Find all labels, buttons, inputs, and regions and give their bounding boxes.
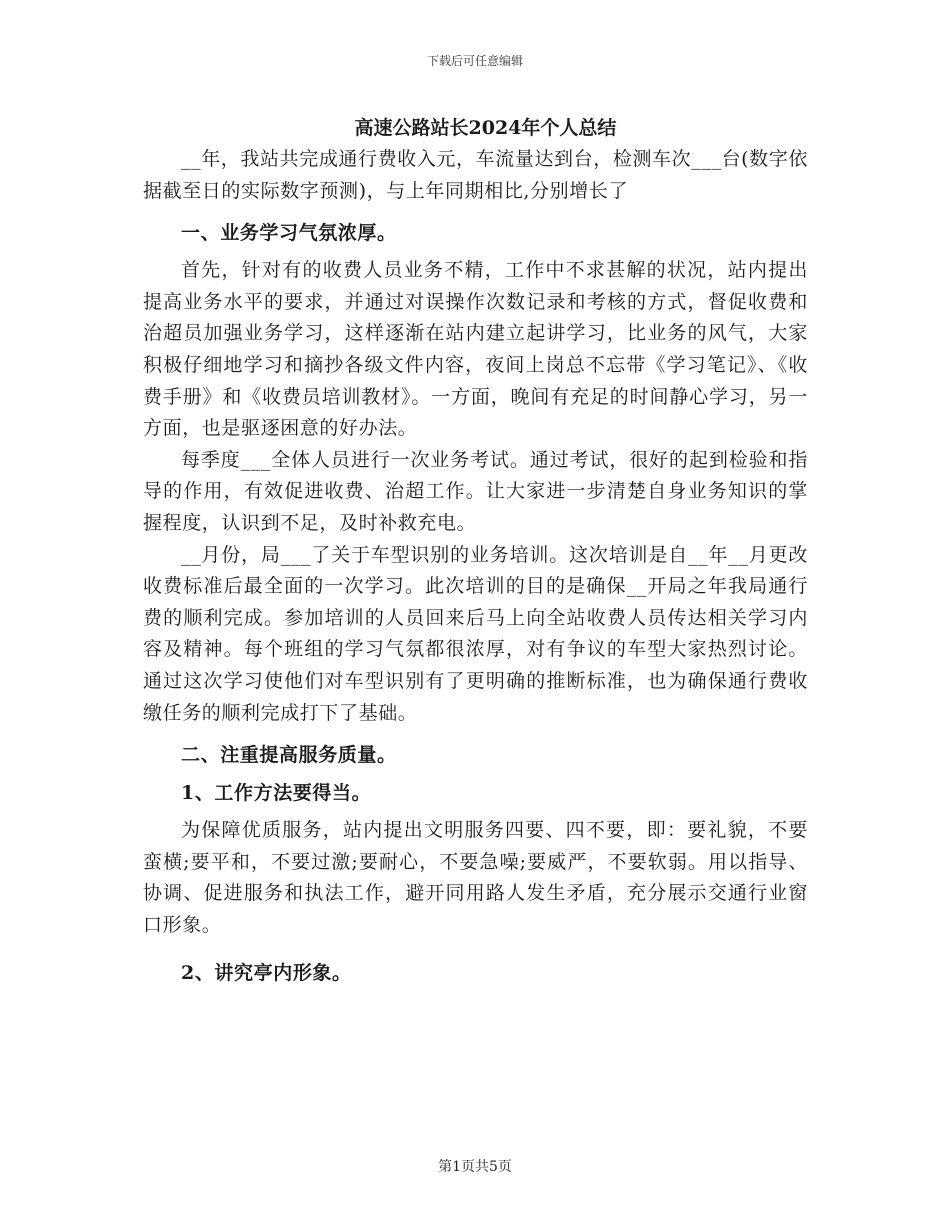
intro-paragraph: __年，我站共完成通行费收入元，车流量达到台，检测车次___台(数字依据截至日的实际数字预测)，与上年同期相比,分别增长了 [143,148,808,202]
section-1-paragraph-2: 每季度___全体人员进行一次业务考试。通过考试，很好的起到检验和指导的作用，有效促进收费、治超工作。让大家进一步清楚自身业务知识的掌握程度，认识到不足，及时补救充电。 [143,448,808,534]
document-body [143,112,808,995]
section-1-paragraph-1: 首先，针对有的收费人员业务不精，工作中不求甚解的状况，站内提出提高业务水平的要求，并通过对误操作次数记录和考核的方式，督促收费和治超员加强业务学习，这样逐渐在站内建立起讲学习，比业务的风气，大家积极仔细地学习和摘抄各级文件内容，夜间上岗总不忘带《学习笔记》、《收费手册》和《收费员培训教材》。一方面，晚间有充足的时间静心学习，另一方面，也是驱逐困意的好办法。 [143,259,808,440]
subsection-2-2-heading: 2、讲究亭内形象。 [181,962,352,985]
section-1-paragraph-3: __月份，局___了关于车型识别的业务培训。这次培训是自__年__月更改收费标准后最全面的一次学习。此次培训的目的是确保__开局之年我局通行费的顺利完成。参加培训的人员回来后马上向全站收费人员传达相关学习内容及精神。每个班组的学习气氛都很浓厚，对有争议的车型大家热烈讨论。通过这次学习使他们对车型识别有了更明确的推断标准，也为确保通行费收缴任务的顺利完成打下了基础。 [143,543,808,724]
document-title: 高速公路站长2024年个人总结 [354,117,617,139]
spacer [143,941,808,951]
section-1-heading: 一、业务学习气氛浓厚。 [181,222,397,245]
subsection-2-1-heading: 1、工作方法要得当。 [181,782,372,805]
section-2-heading: 二、注重提高服务质量。 [181,744,397,767]
page-number: 第1页共5页 [438,1159,512,1175]
header-note: 下载后可任意编辑 [426,54,523,68]
subsection-2-1-paragraph: 为保障优质服务，站内提出文明服务四要、四不要，即：要礼貌，不要蛮横;要平和，不要过激;要耐心，不要急噪;要威严，不要软弱。用以指导、协调、促进服务和执法工作，避开同用路人发生矛盾，充分展示交通行业窗口形象。 [143,819,808,936]
